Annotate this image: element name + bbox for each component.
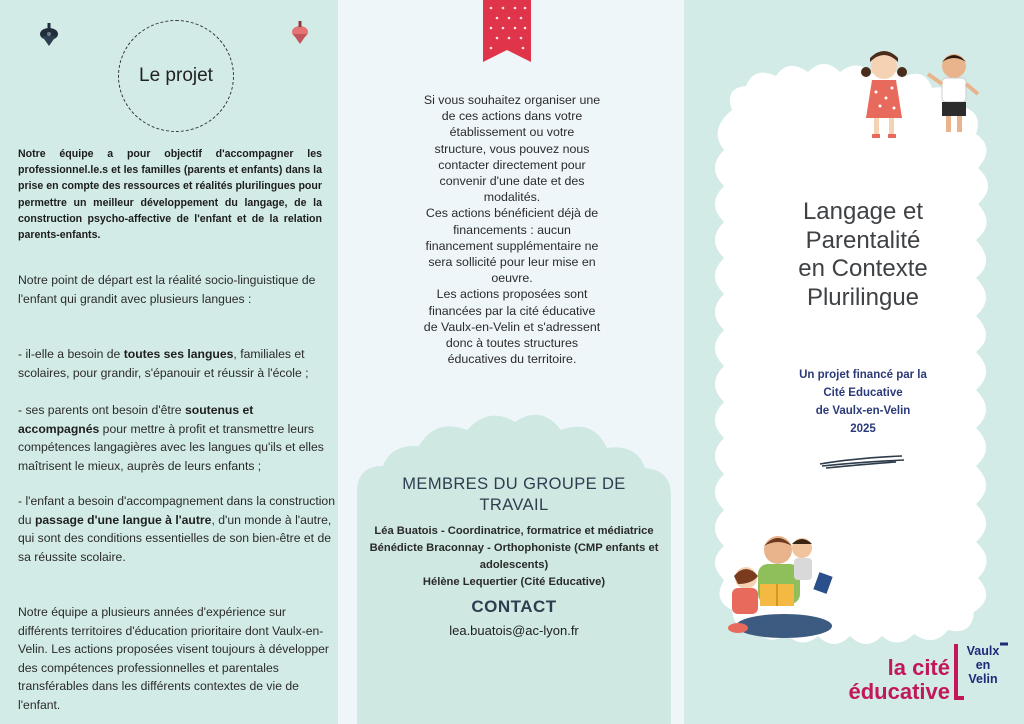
info-line: financement supplémentaire ne (425, 238, 599, 253)
logo-line: Vaulx (966, 644, 1000, 658)
member-item: Léa Buatois - Coordinatrice, formatrice et médiatrice (374, 525, 654, 537)
title-line: Langage et (802, 198, 924, 225)
logo-vaulx-en-velin (958, 644, 1008, 686)
children-illustration (854, 46, 994, 142)
title-line: Plurilingue (806, 283, 920, 311)
brochure-title (760, 198, 966, 312)
logo-line: Velin (968, 672, 998, 686)
info-line: financées par la cité éducative (428, 303, 596, 318)
bullet-bold: toutes ses langues (123, 347, 234, 361)
info-line: Ces actions bénéficient déjà de (425, 206, 599, 221)
bullet-bold: soutenus et accompagnés (18, 403, 254, 436)
bullet-item (18, 492, 336, 566)
logo-cite-educative (832, 656, 950, 704)
organise-info-text (384, 92, 640, 367)
bullet-text: , d'un monde à l'autre, qui sont des conditions essentielles de son bien-être et de sa réussite scolaire. (18, 512, 332, 564)
logo-line: éducative (848, 679, 950, 704)
info-line: convenir d'une date et des (439, 174, 585, 189)
contact-email[interactable]: lea.buatois@ac-lyon.fr (449, 623, 579, 638)
bullet-text: pour mettre à profit et transmettre leurs compétences langagières avec les langues qu'ils et elles maîtrisent le mieux, auprès de leurs enfants ; (18, 421, 324, 473)
info-line: de Vaulx-en-Velin et s'adressent (423, 319, 601, 334)
info-line: établissement ou votre (449, 125, 575, 140)
funding-info (768, 366, 958, 438)
left-panel (0, 0, 338, 724)
info-line: oeuvre. (491, 271, 533, 286)
info-line: structure, vous pouvez nous (434, 141, 590, 156)
info-line: Les actions proposées sont (436, 287, 588, 302)
spinning-top-icon (38, 20, 60, 48)
funding-line: de Vaulx-en-Velin (815, 405, 911, 417)
project-heading: Le projet (139, 65, 213, 86)
info-line: de ces actions dans votre (441, 109, 583, 124)
title-line: Parentalité (805, 226, 921, 254)
contact-title: CONTACT (471, 597, 557, 616)
bullet-bold: passage d'une langue à l'autre (34, 512, 212, 527)
bullet-text: , familiales et scolaires, pour grandir, s'épanouir et réussir à l'école ; (18, 347, 309, 380)
experience-paragraph: Notre équipe a plusieurs années d'expérience sur différents territoires d'éducation prioritaire dont Vaulx-en-Velin. Les actions proposées visent toujours à développer des compétences professionnelles et parentales transférables dans les différents contextes de vie de l'enfant. (18, 605, 329, 712)
bullet-text: - ses parents ont besoin d'être (18, 403, 185, 417)
members-title: MEMBRES DU GROUPE DE TRAVAIL (402, 475, 626, 514)
info-line: contacter directement pour (438, 157, 586, 172)
info-line: donc à toutes structures (445, 336, 579, 351)
funding-line: Un projet financé par la (799, 369, 927, 381)
bullet-text: - l'enfant a besoin d'accompagnement dans la construction du (18, 494, 335, 527)
logo-line: en (975, 658, 991, 672)
scribble-decoration (816, 450, 908, 470)
info-line: financements : aucun (453, 222, 571, 237)
logo-line: la cité (887, 655, 950, 680)
project-heading-circle (118, 20, 234, 132)
family-reading-illustration (718, 528, 854, 646)
spinning-top-icon (290, 18, 310, 46)
funding-line: Cité Educative (823, 387, 903, 399)
members-content (357, 474, 671, 641)
info-line: sera sollicité pour leur mise en (428, 255, 596, 270)
bullet-item (18, 401, 336, 475)
project-intro: Notre équipe a pour objectif d'accompagner les professionnel.le.s et les familles (parents et enfants) dans la prise en compte des ressources et réalités plurilingues pour permettre un meilleur développement du langage, de la construction psycho-affective de l'enfant et de la relation parents-enfants. (18, 148, 322, 242)
bookmark-ribbon (483, 0, 531, 62)
funding-line: 2025 (850, 423, 876, 435)
right-panel (684, 0, 1024, 724)
member-item: Bénédicte Braconnay - Orthophoniste (CMP enfants et adolescents) (369, 542, 659, 571)
info-line: Si vous souhaitez organiser une (423, 93, 601, 107)
bullet-text: - il-elle a besoin de (18, 347, 124, 361)
title-line: en Contexte (798, 255, 928, 282)
info-line: modalités. (483, 190, 541, 205)
starting-point-paragraph: Notre point de départ est la réalité socio-linguistique de l'enfant qui grandit avec plusieurs langues : (18, 273, 316, 306)
info-line: éducatives du territoire. (447, 352, 577, 367)
members-card (357, 404, 671, 724)
member-item: Hélène Lequertier (Cité Educative) (422, 576, 606, 588)
bullet-item (18, 345, 336, 382)
